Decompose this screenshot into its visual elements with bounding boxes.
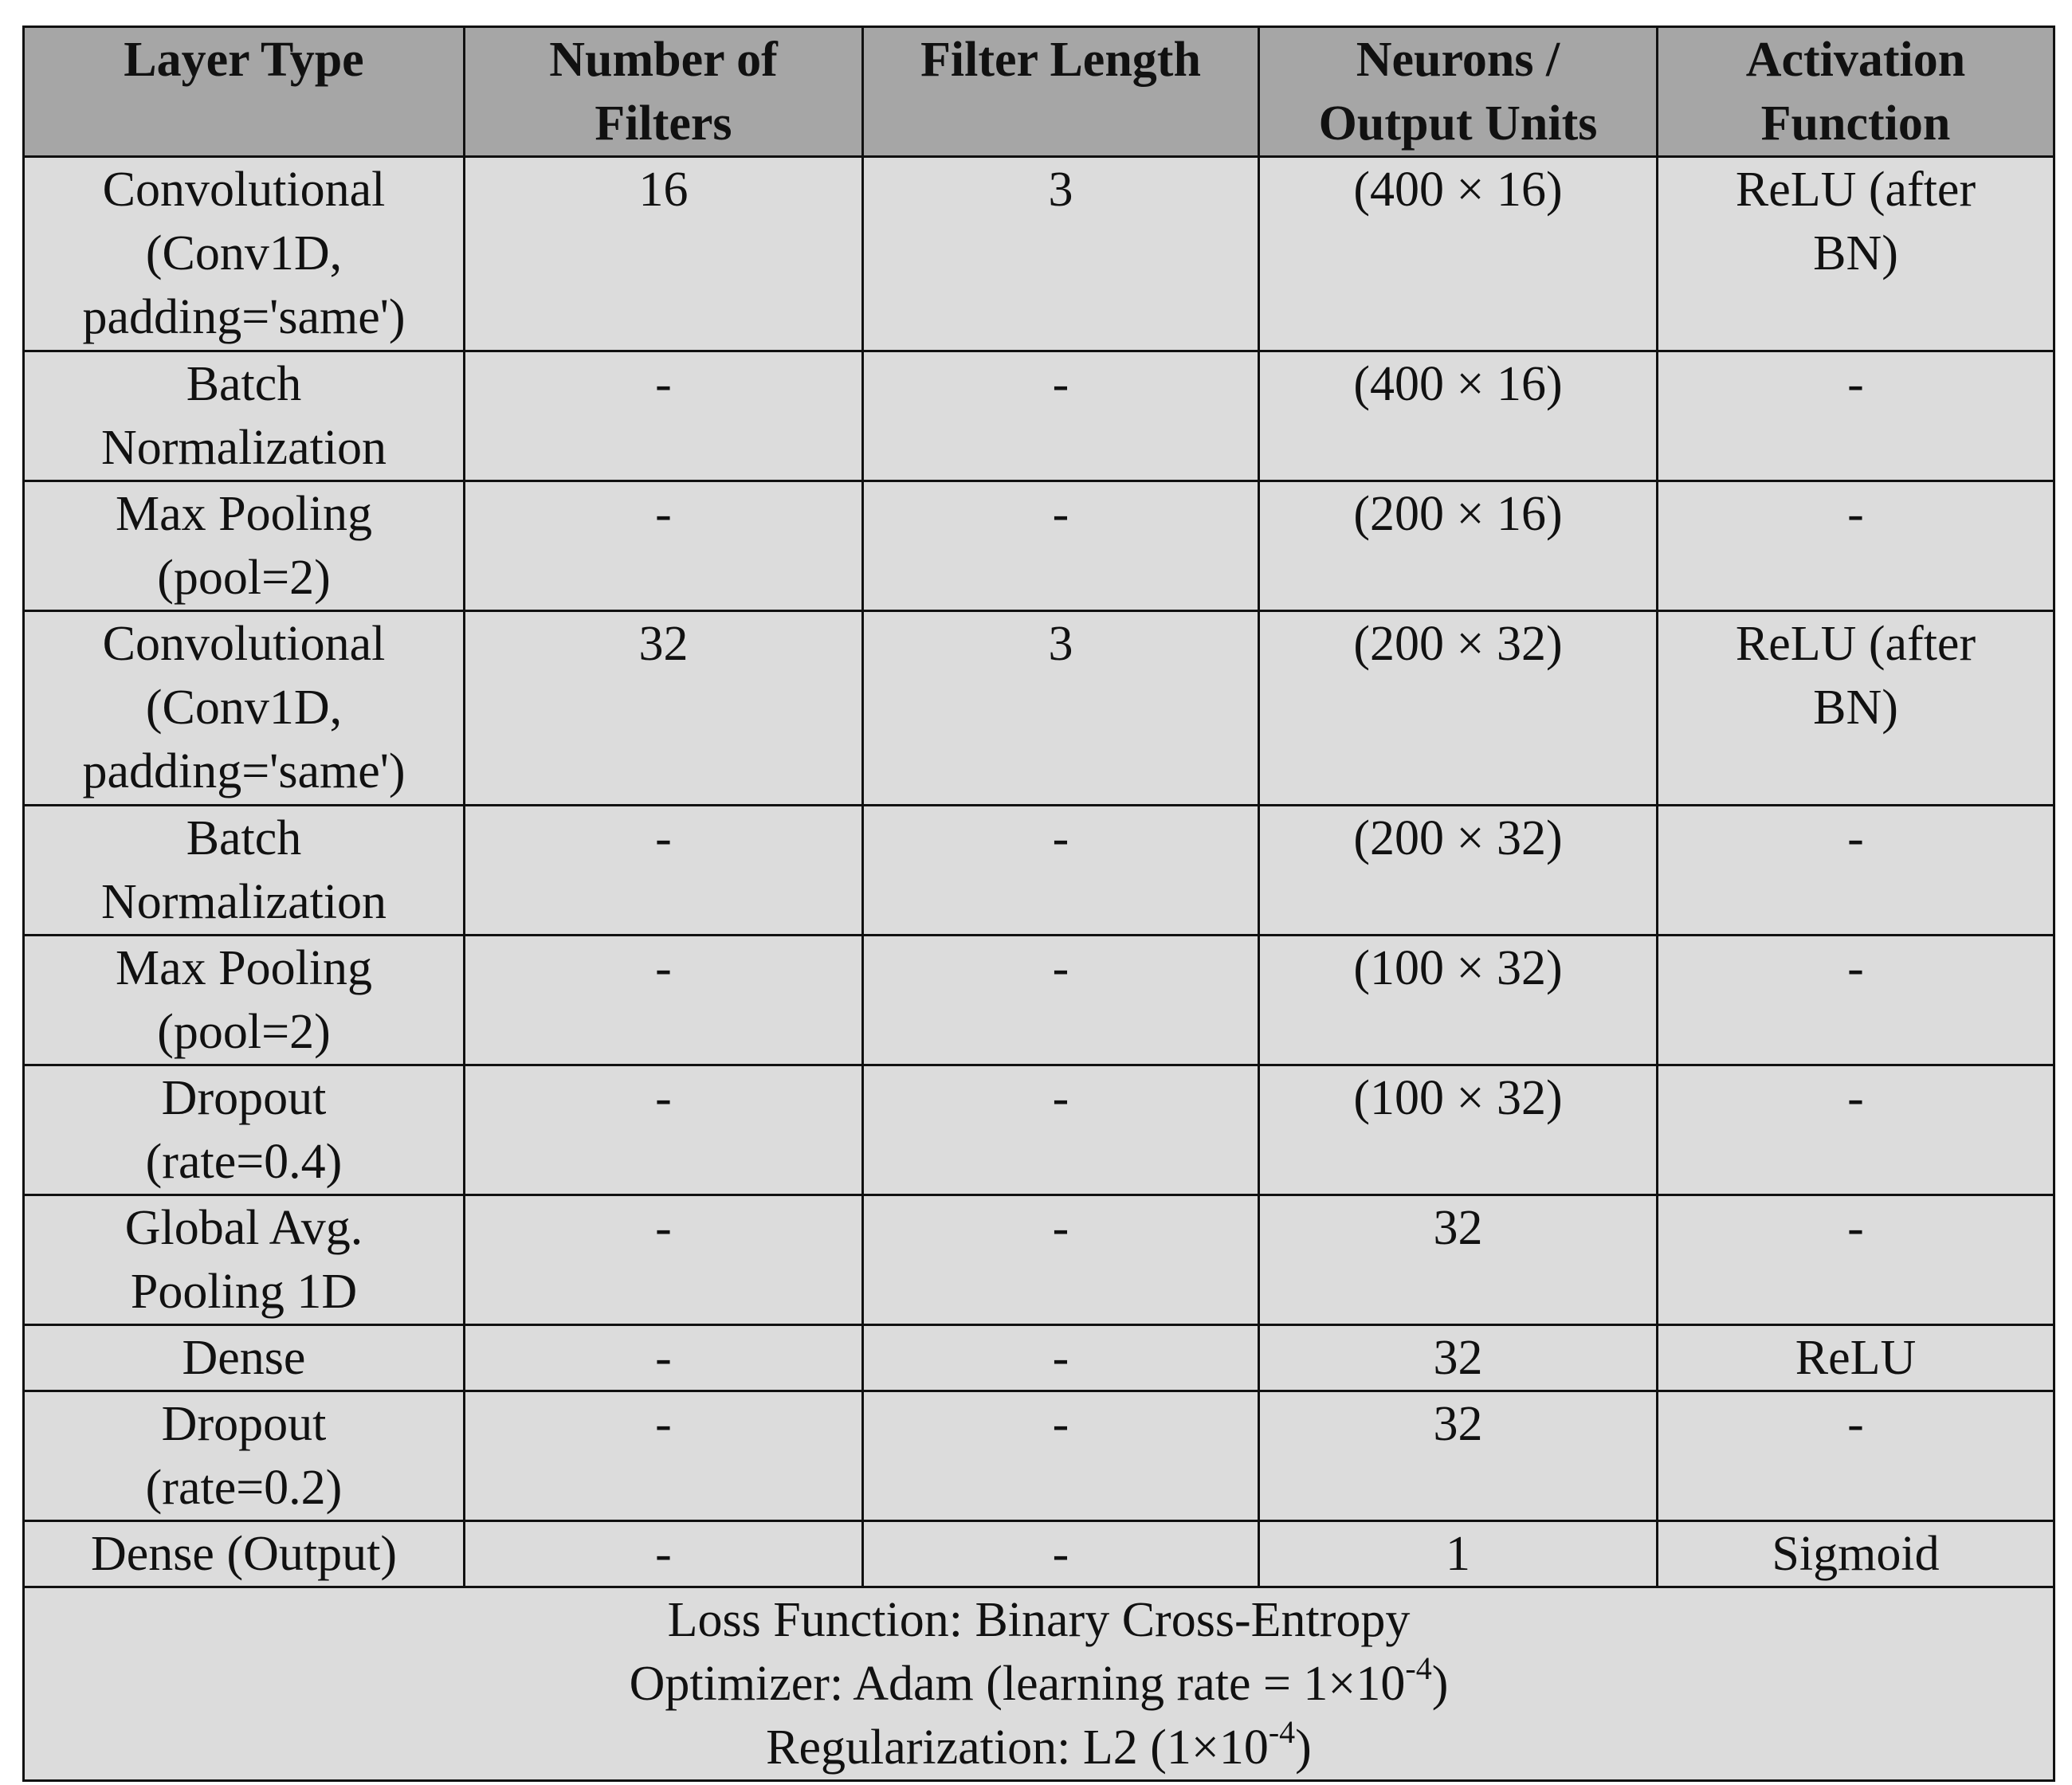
table-row: [24, 936, 2054, 1065]
header-filter-length: [863, 27, 1259, 157]
cell-text: (pool=2): [157, 551, 331, 605]
cell-filters: -: [465, 1195, 863, 1325]
cell-text: Batch: [186, 357, 302, 411]
cell-layer-type: [24, 806, 465, 936]
cell-text: (Conv1D,: [145, 226, 343, 280]
cell-activation: -: [1658, 1195, 2054, 1325]
table-row: [24, 806, 2054, 936]
header-text: Layer Type: [124, 33, 364, 87]
model-architecture-table-wrapper: [22, 26, 2053, 1782]
model-architecture-table: [22, 26, 2055, 1782]
cell-text: Batch: [186, 811, 302, 865]
header-number-of-filters: [465, 27, 863, 157]
cell-text: padding='same'): [82, 290, 406, 344]
cell-text: Convolutional: [102, 617, 386, 671]
table-row: [24, 1195, 2054, 1325]
cell-filters: -: [465, 806, 863, 936]
cell-text: BN): [1813, 226, 1898, 280]
header-text: Activation: [1745, 33, 1966, 87]
cell-output-units: (100 × 32): [1259, 1065, 1658, 1195]
cell-filter-length: -: [863, 806, 1259, 936]
optimizer-prefix: Optimizer: Adam (learning rate = 1×10: [629, 1657, 1406, 1711]
header-text: Output Units: [1318, 96, 1598, 151]
header-layer-type: [24, 27, 465, 157]
cell-filter-length: -: [863, 1521, 1259, 1587]
cell-text: Normalization: [100, 875, 387, 929]
cell-filter-length: -: [863, 1325, 1259, 1391]
cell-activation: Sigmoid: [1658, 1521, 2054, 1587]
cell-output-units: 32: [1259, 1325, 1658, 1391]
header-text: Filter Length: [920, 33, 1201, 87]
header-activation-function: [1658, 27, 2054, 157]
cell-filters: 16: [465, 157, 863, 351]
cell-output-units: (200 × 32): [1259, 611, 1658, 806]
table-row: [24, 1325, 2054, 1391]
cell-filters: -: [465, 481, 863, 611]
footer-row: [24, 1587, 2054, 1781]
cell-output-units: 1: [1259, 1521, 1658, 1587]
cell-text: Pooling 1D: [130, 1265, 358, 1319]
cell-text: (Conv1D,: [145, 681, 343, 735]
cell-layer-type: [24, 481, 465, 611]
cell-filters: -: [465, 936, 863, 1065]
cell-filters: -: [465, 1391, 863, 1521]
cell-filter-length: 3: [863, 611, 1259, 806]
cell-text: Normalization: [100, 421, 387, 475]
cell-layer-type: [24, 611, 465, 806]
table-row: [24, 611, 2054, 806]
cell-layer-type: [24, 157, 465, 351]
cell-text: Max Pooling: [115, 487, 373, 541]
cell-filters: -: [465, 1065, 863, 1195]
cell-text: (rate=0.2): [145, 1461, 343, 1515]
table-row: [24, 1521, 2054, 1587]
cell-activation: [1658, 611, 2054, 806]
cell-filters: -: [465, 1325, 863, 1391]
regularization-exponent: -4: [1268, 1714, 1296, 1751]
cell-output-units: 32: [1259, 1195, 1658, 1325]
cell-layer-type: Dense (Output): [24, 1521, 465, 1587]
cell-activation: -: [1658, 806, 2054, 936]
table-row: [24, 1065, 2054, 1195]
cell-activation: -: [1658, 351, 2054, 481]
regularization-suffix: ): [1295, 1720, 1312, 1775]
header-text: Neurons /: [1356, 33, 1560, 87]
optimizer-text: [31, 1652, 2046, 1716]
cell-filter-length: 3: [863, 157, 1259, 351]
cell-layer-type: [24, 1065, 465, 1195]
table-body: [24, 157, 2054, 1781]
cell-layer-type: [24, 351, 465, 481]
header-output-units: [1259, 27, 1658, 157]
header-text: Filters: [595, 96, 732, 151]
cell-text: ReLU (after: [1735, 617, 1976, 671]
cell-text: BN): [1813, 681, 1898, 735]
cell-filters: -: [465, 1521, 863, 1587]
cell-filters: -: [465, 351, 863, 481]
cell-text: Dropout: [161, 1071, 327, 1125]
optimizer-suffix: ): [1431, 1657, 1449, 1711]
cell-output-units: (400 × 16): [1259, 157, 1658, 351]
table-row: [24, 481, 2054, 611]
cell-text: (pool=2): [157, 1005, 331, 1059]
cell-output-units: (100 × 32): [1259, 936, 1658, 1065]
cell-output-units: (200 × 16): [1259, 481, 1658, 611]
cell-activation: -: [1658, 481, 2054, 611]
optimizer-exponent: -4: [1405, 1650, 1432, 1687]
cell-text: Global Avg.: [124, 1201, 363, 1255]
training-config-cell: [24, 1587, 2054, 1781]
table-row: [24, 157, 2054, 351]
table-row: [24, 1391, 2054, 1521]
cell-filter-length: -: [863, 1391, 1259, 1521]
loss-function-text: Loss Function: Binary Cross-Entropy: [667, 1593, 1411, 1647]
cell-text: Convolutional: [102, 163, 386, 217]
cell-filter-length: -: [863, 1065, 1259, 1195]
cell-activation: -: [1658, 1391, 2054, 1521]
cell-activation: -: [1658, 936, 2054, 1065]
cell-layer-type: [24, 936, 465, 1065]
cell-output-units: 32: [1259, 1391, 1658, 1521]
regularization-text: [31, 1716, 2046, 1779]
regularization-prefix: Regularization: L2 (1×10: [766, 1720, 1269, 1775]
cell-text: Max Pooling: [115, 941, 373, 995]
cell-output-units: (200 × 32): [1259, 806, 1658, 936]
cell-output-units: (400 × 16): [1259, 351, 1658, 481]
cell-layer-type: Dense: [24, 1325, 465, 1391]
cell-filter-length: -: [863, 481, 1259, 611]
table-row: [24, 351, 2054, 481]
header-text: Number of: [549, 33, 778, 87]
header-text: Function: [1760, 96, 1951, 151]
cell-text: (rate=0.4): [145, 1135, 343, 1189]
header-row: [24, 27, 2054, 157]
table-header: [24, 27, 2054, 157]
cell-activation: [1658, 157, 2054, 351]
cell-text: ReLU (after: [1735, 163, 1976, 217]
cell-filters: 32: [465, 611, 863, 806]
cell-text: Dropout: [161, 1397, 327, 1451]
cell-activation: ReLU: [1658, 1325, 2054, 1391]
cell-filter-length: -: [863, 351, 1259, 481]
cell-layer-type: [24, 1195, 465, 1325]
cell-filter-length: -: [863, 936, 1259, 1065]
cell-text: padding='same'): [82, 744, 406, 798]
cell-activation: -: [1658, 1065, 2054, 1195]
cell-filter-length: -: [863, 1195, 1259, 1325]
cell-layer-type: [24, 1391, 465, 1521]
